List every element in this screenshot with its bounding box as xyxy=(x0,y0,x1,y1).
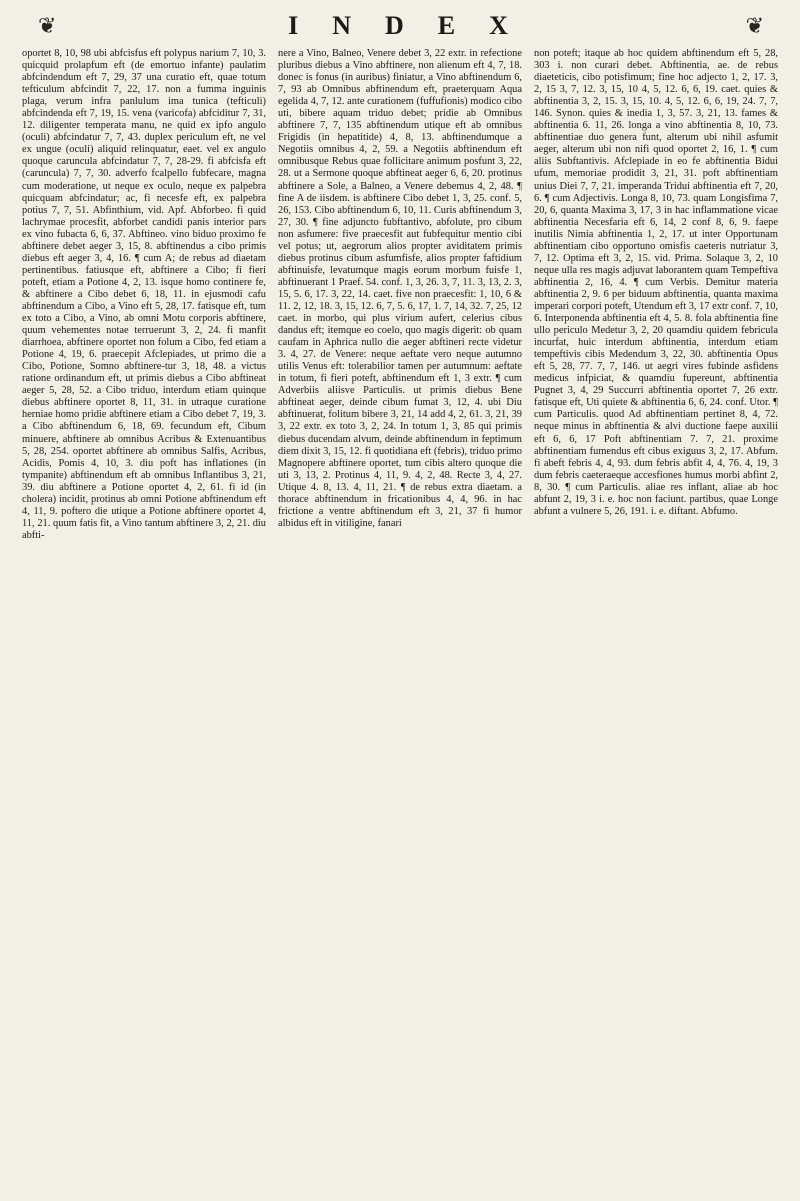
column-text: oportet 8, 10, 98 ubi abfcisfus eft polypus narium 7, 10, 3. quicquid prolapfum eft (de emortuo infante) paulatim abfcindendum eft 7, 29, 37 una curatio eft, quae totum tefticulum abfcindit 7, 22, 17. non a fumma inguinis plaga, verum infra panlulum ima tunica (tefticuli) abfcindenda eft 7, 19, 15. vena (varicofa) abfciditur 7, 31, 12. diligenter temperata manu, ne quid ex ipfo angulo (oculi) abfcindatur 7, 7, 43. duplex periculum eft, ne vel ex ungue (oculi) aliquid relinquatur, eaet. vel ex angulo quoque caruncula abfcindatur 7, 7, 28-29. fi abfcisfa eft (caruncula) 7, 7, 30. adverfo fcalpello fubfecare, magna cum moderatione, ut neque ex oculo, neque ex palpebra quicquam abfcindatur; ac, fi necesfe eft, ex palpebra potius 7, 7, 51. Abfinthium, vid. Apf. Abforbeo. fi quid lachrymae procesfit, abforbet candidi panis interior pars ex vino fubacta 6, 6, 37. Abftineo. vino biduo proximo fe abftinere debet aeger 3, 15, 8. abftinendus a cibo primis diebus eft aeger 3, 4, 16. ¶ cum A; de rebus ad diaetam pertinentibus. fatiusque eft, abftinere a Cibo; fi fieri poteft, etiam a Potione 4, 2, 13. isque homo continere fe, & abftinere a Cibo debet 6, 18, 11. in ejusmodi cafu abftinendum a Cibo, a Vino eft 5, 28, 17. fatisque eft, tum ex toto a Cibo, a Vino, ab omni Motu corporis abftinere, quum vehementes notae terruerunt 3, 2, 24. fi manfit diarrhoea, abftinere oportet non folum a Cibo, fed etiam a Potione 4, 19, 6. praecepit Afclepiades, ut primo die a Cibo, Potione, Somno abftinere-tur 3, 18, 48. a victus ratione ordinandum eft, ut primis diebus a Cibo abftineat aeger 5, 28, 52. a Cibo triduo, interdum etiam quinque diebus abftinere oportet 8, 11, 31. in utraque curatione herniae homo pridie abftinere etiam a Cibo debet 7, 19, 3. a Cibo abftinendum 6, 18, 69. fecundum eft, Cibum minuere, abftinere ab omnibus Acribus & Extenuantibus 5, 28, 254. oportet abftinere ab omnibus Salfis, Acribus, Acidis, Pomis 4, 10, 3. diu poft has inflationes (in tympanite) abftinendum eft ab omnibus Inflantibus 3, 21, 39. diu abftinere a Potione oportet 4, 2, 61. fi id (in cholera) incidit, protinus ab omni Potione abftinendum eft 4, 11, 9. poftero die utique a Potione abftinere oportet 4, 11, 21. quum fatis fit, a Vino tantum abftinere 3, 2, 21. diu abfti- xyxy=(22,48,266,541)
page-title: INDEX xyxy=(288,11,542,40)
text-column-right xyxy=(534,48,778,1198)
text-columns xyxy=(22,48,778,1198)
text-column-left xyxy=(22,48,266,1198)
text-column-middle xyxy=(278,48,522,1198)
column-text: non poteft; itaque ab hoc quidem abftinendum eft 5, 28, 303 i. non curari debet. Abftinentia, ae. de rebus diaeteticis, cibo potisfimum; fine hoc adjecto 1, 2, 17. 3, 2, 15 3, 7, 12. 3, 15, 10 4, 5, 12. 6, 6, 19. caet. quies & abftinentia 3, 2, 15. 3, 15, 10. 4, 5, 12. 6, 6, 19, 24. 7, 7, 146. Synon. quies & inedia 1, 3, 57. 3, 21, 13. fames & abftinentia 6. 11, 26. longa a vino abftinentia 8, 10, 73. abftinentiae duo genera funt, alterum ubi nihil asfumit aeger, alterum ubi non nifi quod oportet 2, 16, 1. ¶ cum aliis Subftantivis. Afclepiade in eo fe abftinentia Bidui ufum, memoriae prodidit 3, 21, 31. poft abftinentiam unius Diei 7, 7, 21. imperanda Tridui abftinentia eft 7, 20, 6. ¶ cum Adjectivis. Longa 8, 10, 73. quam Longisfima 7, 20, 6, quanta Maxima 3, 17, 3 in hac inflammatione vicae abftinentia Necesfaria eft 6, 14, 2 conf 8, 6, 9. faepe inutilis Nimia abftinentia 1, 2, 17. ut inter Opportunam abftinentiam cibo opportuno omisfis caeteris nutriatur 3, 7, 12. Optima eft 3, 2, 15. vid. Prima. Solaque 3, 2, 10 neque ulla res magis adjuvat laborantem quam Tempeftiva abftinentia 2, 16, 4. ¶ cum Verbis. Demitur materia abftinentia 2, 9. 6 per biduum abftinentia, quanta maxima imperari corpori poteft, Utendum eft 3, 17 extr conf. 7, 10, 6. Interponenda abftinentia eft 4, 5. 8. fola abftinentia fine ullo periculo Medetur 3, 2, 20 quamdiu quidem febricula incurfat, huic interdum abftinentia, interdum etiam tempeftivis cibis Medendum 3, 22, 30. abftinentia Opus eft 5, 28, 77. 7, 7, 146. ut aegri vires fubinde asfidens medicus infpiciat, & quamdiu fupereunt, abftinentia Pugnet 3, 4, 29 Succurri abftinentia oportet 7, 26 extr. fatisque eft, Uti quiete & abftinentia 6, 6, 24. conf. Utor. ¶ cum Particulis. quod Ad abftinentiam pertinet 8, 4, 72. neque minus in abftinentia & alvi ductione faepe auxilii eft 6, 6, 17 Poft abftinentiam 7. 7, 21. proxime abftinentiam fumendus eft cibus exiguus 3, 2, 17. Abfum. fi abeft febris 4, 4, 93. dum febris abfit 4, 4, 76. 4, 19, 3 dum febris caeteraeque accesfiones humus morbi abfint 2, 8, 30. ¶ cum Particulis. aliae res inflant, aliae ab hoc abfunt 2, 19, 3 i. e. hoc non faciunt. partibus, quae Longe abfunt a vulnere 5, 26, 191. i. e. diftant. Abfumo. xyxy=(534,48,778,517)
cross-ornament: ❦ xyxy=(745,14,764,39)
page-header xyxy=(22,6,778,46)
fleuron-ornament: ❦ xyxy=(38,14,57,39)
column-text: nere a Vino, Balneo, Venere debet 3, 22 extr. in refectione pluribus diebus a Vino abftinere, non alienum eft 4, 7, 18. donec is fonus (in auribus) finiatur, a Vino abftinendum 6, 7, 93 ab Omnibus abftinendum eft, praeterquam Aqua egelida 4, 7, 12. ante curationem (fuffufionis) modico cibo uti, bibere aquam triduo debet; pridie ab Omnibus abftinere 7, 7, 135 abftinendum utique eft ab omnibus Frigidis (in hepatitide) 4, 8, 13. abftinendumque a Negotiis omnibus 4, 2, 59. a Negotiis abftinendum eft omnibusque Rebus quae follicitare animum posfunt 3, 22, 28. ut a Sermone quoque abftineat aeger 6, 6, 20. protinus abftinere a Sole, a Balneo, a Venere debemus 4, 2, 48. ¶ fine A de iisdem. is abftinere Cibo debet 1, 3, 25. conf. 5, 26, 153. Cibo abftinendum 6, 10, 11. Curis abftinendum 3, 27, 30. ¶ fine adjuncto fubftantivo, abfolute, pro cibum non asfumere: five praecesfit aut fubfequitur mentio cibi vel potus; ut, aegrorum alios propter aviditatem primis diebus protinus cibum asfumfisfe, alios propter faftidium abftinuisfe, levatumque magis eorum morbum fuisfe 1, abftinuerant 1 Praef. 54. conf. 1, 3, 26. 3, 7, 11. 3, 13, 2. 3, 15, 5. 6, 17. 3, 22, 14. caet. five non praecesfit: 1, 10, 6 & 11. 2, 12, 18. 3, 15, 12. 6, 7, 5. 6, 17, 1. 7, 14, 32. 7, 25, 12 caet. in morbo, qui plus virium aufert, celerius cibus dandus eft; itemque eo coelo, quo magis digerit: ob quam caufam in Aphrica nullo die aeger abftineri recte videtur 3. 4, 27. de Venere: neque aeftate vero neque autumno utilis Venus eft: tolerabilior tamen per autumnum: aeftate in totum, fi fieri poteft, abftinendum eft 1, 3 extr. ¶ cum Adverbiis aliisve Particulis. ut primis diebus Bene abftineat aeger, deinde cibum fumat 3, 12, 4. ubi Diu abftinuerat, folitum bibere 3, 21, 14 add 4, 2, 61. 3, 21, 39 3, 22 extr. ex toto 3, 2, 24. In totum 1, 3, 85 qui primis diebus ducendam alvum, deinde abftinendum in feptimum diem dixit 3, 15, 12. fi quotidiana eft (febris), triduo primo Magnopere abftinere oportet, tum cibis altero quoque die uti 3, 13, 2. Protinus 4, 11, 9. 4, 2, 48. Recte 3, 4, 27. Utique 4. 8, 13. 4, 11, 21. ¶ de rebus extra diaetam. a thorace abftinendum in fricationibus 4, 4, 96. in hac frictione a ventre abftinendum eft 3, 21, 37 fi humor albidus eft in vitiligine, fanari xyxy=(278,48,522,529)
